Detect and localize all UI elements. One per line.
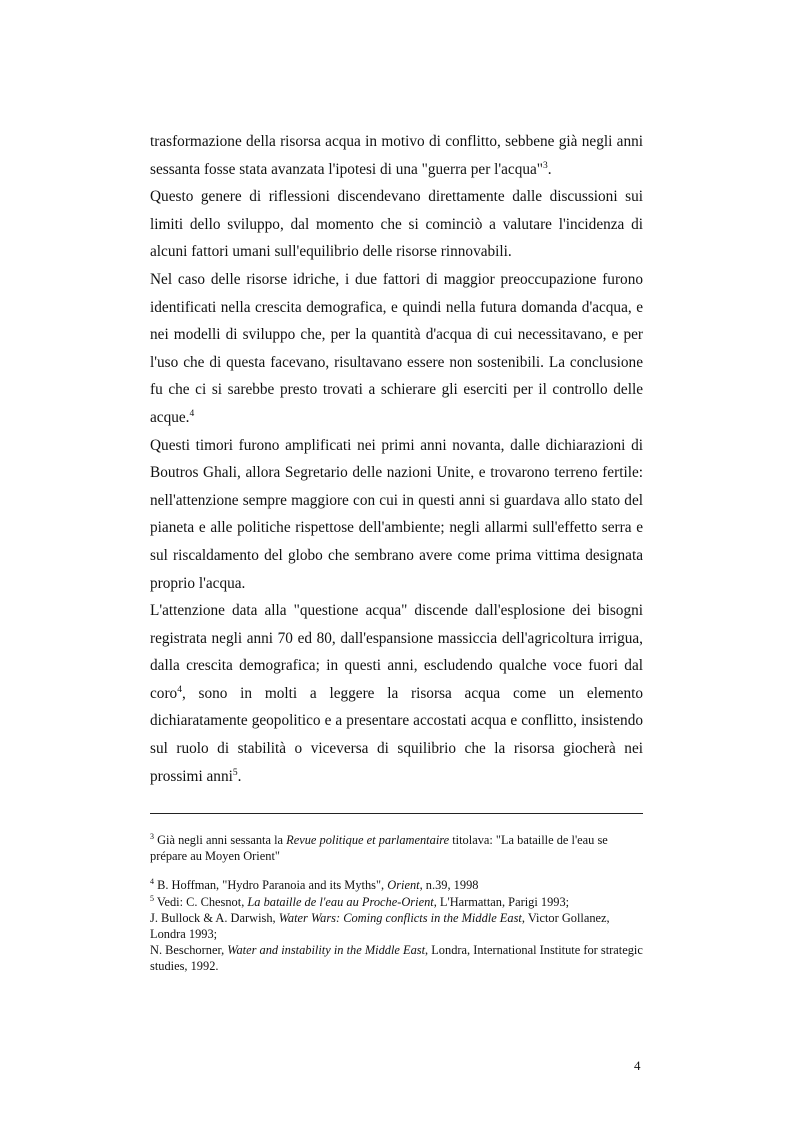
footnote-3: $^3$ Già negli anni sessanta la Revue politique et parlamentaire titolava: "La bataille de l'eau se prépare au Moyen Orient" [150, 831, 608, 864]
paragraph-5: L'attenzione data alla "questione acqua" discende dall'esplosione dei bisogni registrata negli anni 70 ed 80, dall'espansione massiccia dell'agricoltura irrigua, dalla crescita demografica; in questi anni, escludendo qualche voce fuori dal coro$^4$, sono in molti a leggere la risorsa acqua come un elemento dichiaratamente geopolitico e a presentare accostati acqua e conflitto, insistendo sul ruolo di stabilità o viceversa di squilibrio che la risorsa giocherà nei prossimi anni$^5$. [150, 602, 643, 785]
footnotes [150, 832, 643, 975]
paragraph-4: Questi timori furono amplificati nei primi anni novanta, dalle dichiarazioni di Boutros Ghali, allora Segretario delle nazioni Unite, e trovarono terreno fertile: nell'attenzione sempre maggiore con cui in questi anni si guardava allo stato del pianeta e alle politiche rispettose dell'ambiente; negli allarmi sull'effetto serra e sul riscaldamento del globo che sembrano avere come prima vittima designata proprio l'acqua. [150, 436, 643, 592]
footnote-ref-5[interactable]: 5 [232, 767, 238, 778]
footnote-5: $^5$ Vedi: C. Chesnot, La bataille de l'eau au Proche-Orient, L'Harmattan, Parigi 1993; J. Bullock & A. Darwish, Water Wars: Coming conflicts in the Middle East, Victor Gollanez, Londra 1993; N. Beschorner, Water and instability in the Middle East, Londra, International Institute for strategic studies, 1992. [150, 893, 643, 974]
footnote-ref-3[interactable]: 3 [543, 160, 548, 171]
paragraph-3: Nel caso delle risorse idriche, i due fattori di maggior preoccupazione furono identificati nella crescita demografica, e quindi nella futura domanda d'acqua, e nei modelli di sviluppo che, per la quantità d'acqua di cui necessitavano, e per l'uso che di questa facevano, risultavano essere non sostenibili. La conclusione fu che ci si sarebbe presto trovati a schierare gli eserciti per il controllo delle acque.$^4$ [150, 270, 643, 426]
paragraph-2: Questo genere di riflessioni discendevano direttamente dalle discussioni sui limiti dello sviluppo, dal momento che si cominciò a valutare l'incidenza di alcuni fattori umani sull'equilibrio delle risorse rinnovabili. [150, 188, 643, 261]
footnote-ref-4b[interactable]: 4 [177, 684, 182, 695]
paragraph-1: trasformazione della risorsa acqua in motivo di conflitto, sebbene già negli anni sessanta fosse stata avanzata l'ipotesi di una "guerra per l'acqua"$^3$. [150, 133, 643, 178]
footnote-separator [150, 813, 643, 814]
footnote-4: $^4$ B. Hoffman, "Hydro Paranoia and its Myths", Orient, n.39, 1998 [150, 877, 479, 893]
page-number: 4 [634, 1058, 641, 1073]
footnote-ref-4[interactable]: 4 [189, 408, 195, 419]
body-text [150, 128, 643, 790]
